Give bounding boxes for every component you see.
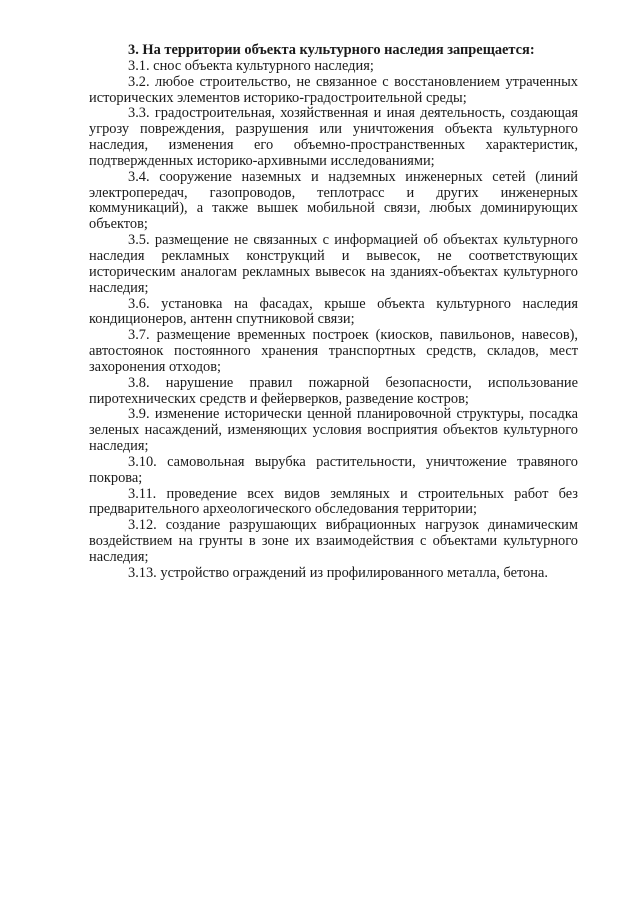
- list-item-3-5: 3.5. размещение не связанных с информацией об объектах культурного наследия рекламных конструкций и вывесок, не соответствующих историческим аналогам рекламных вывесок на зданиях-объектах культурного наследия;: [89, 232, 578, 296]
- document-body: [89, 43, 578, 582]
- list-item-3-2: 3.2. любое строительство, не связанное с восстановлением утраченных исторических элементов историко-градостроительной среды;: [89, 73, 578, 106]
- list-item-3-11: 3.11. проведение всех видов земляных и строительных работ без предварительного археологического обследования территории;: [89, 485, 578, 518]
- list-item-3-7: 3.7. размещение временных построек (киосков, павильонов, навесов), автостоянок постоянного хранения транспортных средств, складов, мест захоронения отходов;: [89, 327, 578, 375]
- list-item-3-9: 3.9. изменение исторически ценной планировочной структуры, посадка зеленых насаждений, изменяющих условия восприятия объектов культурного наследия;: [89, 406, 578, 455]
- section-heading: 3. На территории объекта культурного наследия запрещается:: [128, 42, 535, 58]
- list-item-3-1: 3.1. снос объекта культурного наследия;: [128, 57, 374, 74]
- list-item-3-12: 3.12. создание разрушающих вибрационных нагрузок динамическим воздействием на грунты в зоне их взаимодействия с объектами культурного наследия;: [89, 517, 578, 565]
- list-item-3-6: 3.6. установка на фасадах, крыше объекта культурного наследия кондиционеров, антенн спутниковой связи;: [89, 295, 578, 328]
- list-item-3-4: 3.4. сооружение наземных и надземных инженерных сетей (линий электропередач, газопроводов, теплотрасс и других инженерных коммуникаций), а также вышек мобильной связи, любых доминирующих объектов;: [89, 168, 578, 233]
- list-item-3-8: 3.8. нарушение правил пожарной безопасности, использование пиротехнических средств и фейерверков, разведение костров;: [89, 374, 578, 407]
- list-item-3-10: 3.10. самовольная вырубка растительности, уничтожение травяного покрова;: [89, 453, 578, 486]
- list-item-3-13: 3.13. устройство ограждений из профилированного металла, бетона.: [128, 564, 548, 581]
- list-item-3-3: 3.3. градостроительная, хозяйственная и иная деятельность, создающая угрозу повреждения, разрушения или уничтожения объекта культурного наследия, изменения его объемно-пространственных характеристик, подтвержденных историко-архивными исследованиями;: [89, 105, 578, 169]
